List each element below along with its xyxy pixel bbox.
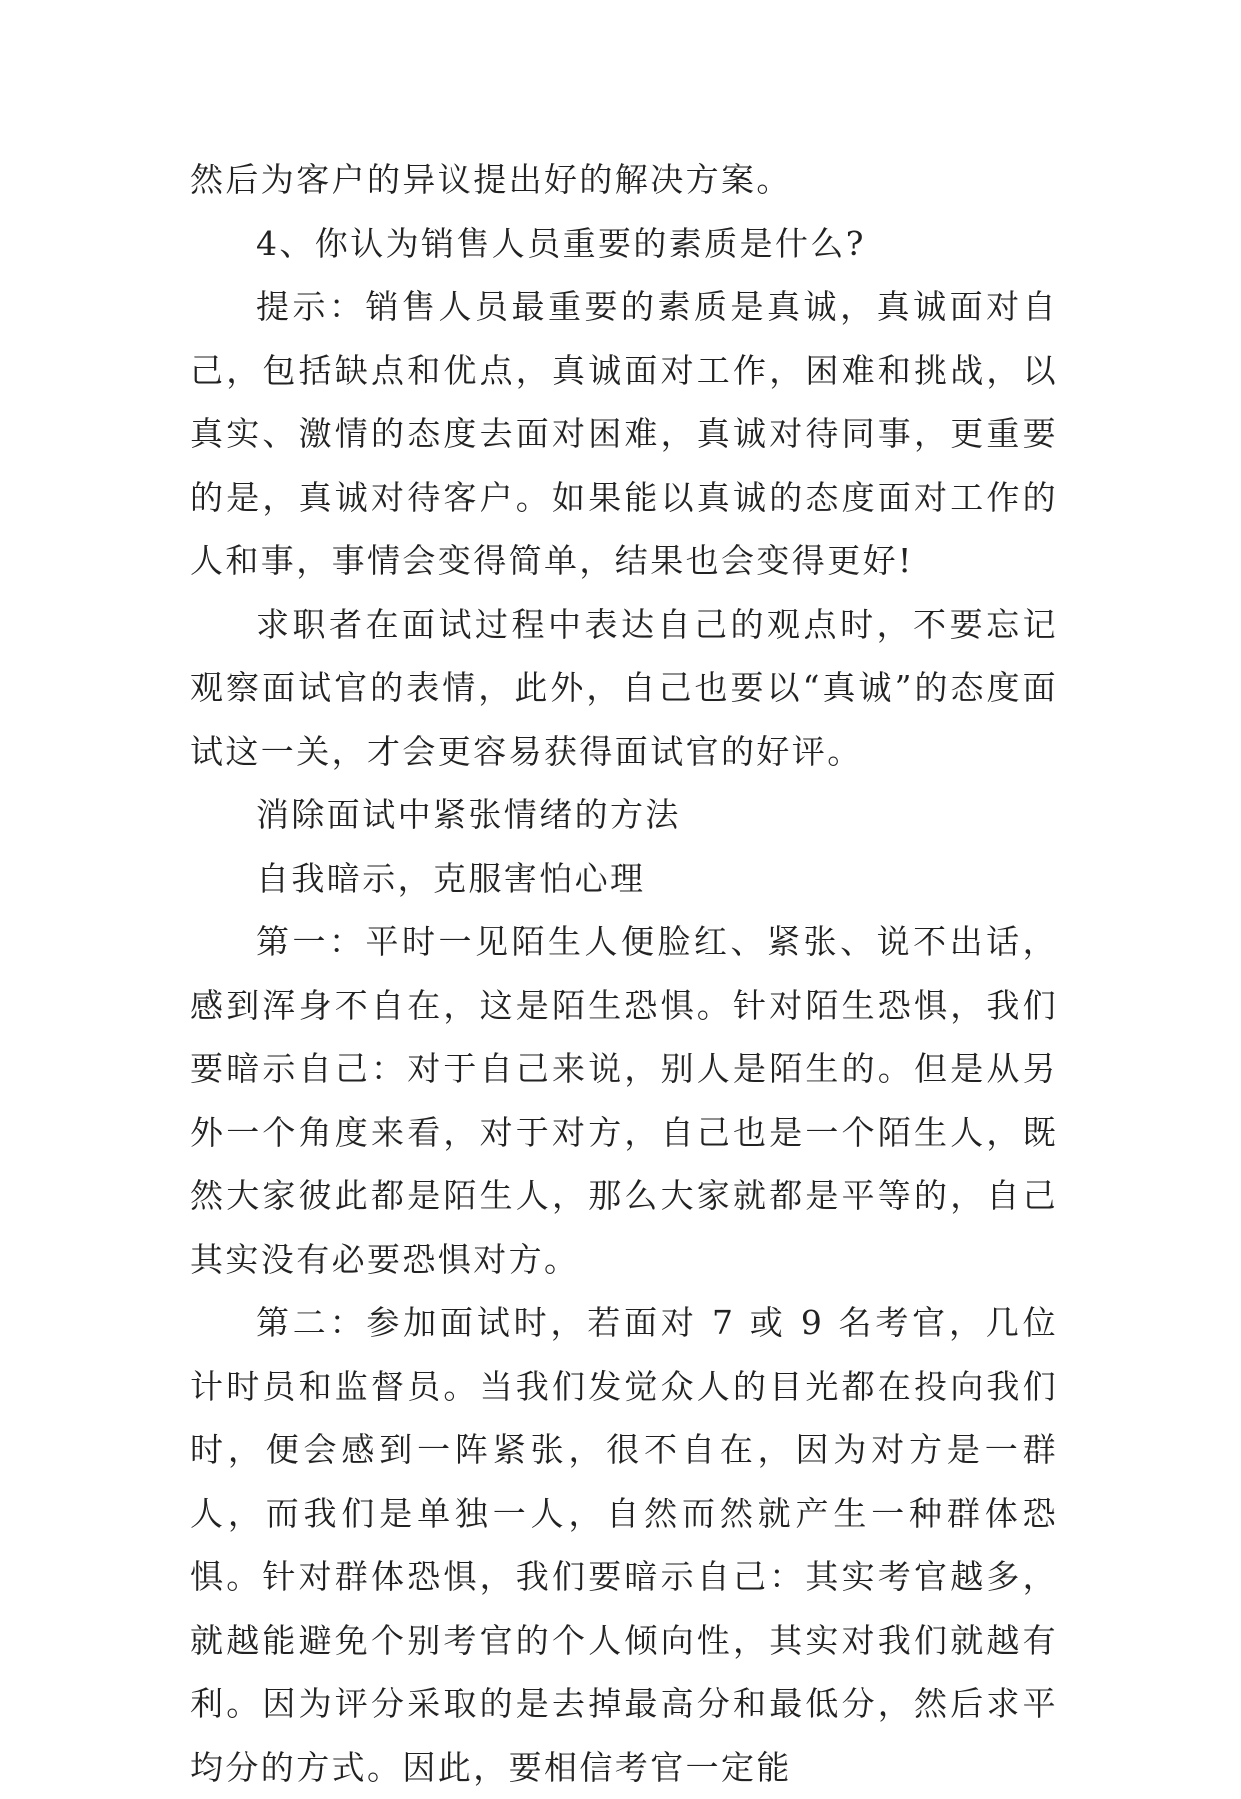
paragraph-hint: 提示：销售人员最重要的素质是真诚，真诚面对自己，包括缺点和优点，真诚面对工作，困难和挑战，以真实、激情的态度去面对困难，真诚对待同事，更重要的是，真诚对待客户。如果能以真诚的态度面对工作的人和事，事情会变得简单，结果也会变得更好! <box>190 287 1058 580</box>
section-heading-methods: 消除面试中紧张情绪的方法 <box>256 795 681 834</box>
document-body <box>190 148 1058 1799</box>
paragraph-continuation: 然后为客户的异议提出好的解决方案。 <box>190 160 792 199</box>
paragraph-advice: 求职者在面试过程中表达自己的观点时，不要忘记观察面试官的表情，此外，自己也要以“真诚”的态度面试这一关，才会更容易获得面试官的好评。 <box>190 604 1058 771</box>
paragraph-question-4: 4、你认为销售人员重要的素质是什么? <box>256 223 866 263</box>
paragraph-first-point: 第一：平时一见陌生人便脸红、紧张、说不出话，感到浑身不自在，这是陌生恐惧。针对陌生恐惧，我们要暗示自己：对于自己来说，别人是陌生的。但是从另外一个角度来看，对于对方，自己也是一个陌生人，既然大家彼此都是陌生人，那么大家就都是平等的，自己其实没有必要恐惧对方。 <box>190 922 1058 1279</box>
subheading-self-suggestion: 自我暗示，克服害怕心理 <box>256 858 646 898</box>
paragraph-second-point: 第二：参加面试时，若面对 7 或 9 名考官，几位计时员和监督员。当我们发觉众人的目光都在投向我们时，便会感到一阵紧张，很不自在，因为对方是一群人，而我们是单独一人，自然而然就产生一种群体恐惧。针对群体恐惧，我们要暗示自己：其实考官越多，就越能避免个别考官的个人倾向性，其实对我们就越有利。因为评分采取的是去掉最高分和最低分，然后求平均分的方式。因此，要相信考官一定能 <box>190 1303 1058 1787</box>
